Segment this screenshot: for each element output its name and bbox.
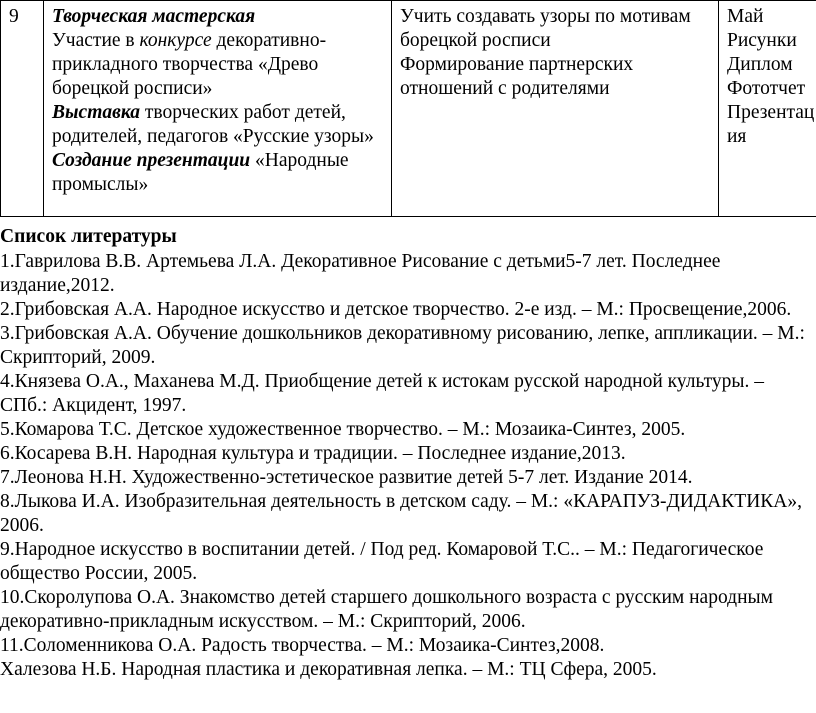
- reference-item: 9.Народное искусство в воспитании детей. / Под ред. Комаровой Т.С.. – М.: Педагогическое общество России, 2005.: [0, 539, 764, 584]
- event-presentation-text: «Народные промыслы»: [52, 150, 349, 195]
- reference-item: 2.Грибовская А.А. Народное искусство и детское творчество. 2-е изд. – М.: Просвещение,2006.: [0, 299, 792, 320]
- row-number: 9: [1, 1, 44, 217]
- event-presentation-label: Создание презентации: [52, 150, 251, 171]
- reference-item: 10.Скоролупова О.А. Знакомство детей старшего дошкольного возраста с русским народным декоративно-прикладным искусством. – М.: Скрипторий, 2006.: [0, 587, 773, 632]
- result-month: Май: [727, 6, 764, 27]
- event-exhibition: [52, 101, 385, 149]
- reference-item: 8.Лыкова И.А. Изобразительная деятельность в детском саду. – М.: «КАРАПУЗ-ДИДАКТИКА», 2006.: [0, 491, 802, 536]
- event-contest-text: Участие в: [52, 30, 140, 51]
- event-presentation: [52, 149, 385, 197]
- result-item: Презентац: [727, 102, 815, 123]
- event-exhibition-text: творческих работ детей, родителей, педагогов «Русские узоры»: [52, 102, 374, 147]
- reference-item: 7.Леонова Н.Н. Художественно-эстетическое развитие детей 5-7 лет. Издание 2014.: [0, 467, 693, 488]
- reference-item: 6.Косарева В.Н. Народная культура и традиции. – Последнее издание,2013.: [0, 443, 626, 464]
- event-exhibition-label: Выставка: [52, 102, 140, 123]
- table-row: [1, 1, 816, 217]
- reference-item: 11.Соломенникова О.А. Радость творчества. – М.: Мозаика-Синтез,2008.: [0, 635, 605, 656]
- result-item: Фототчет: [727, 78, 806, 99]
- goal-line-1: Учить создавать узоры по мотивам борецкой росписи: [400, 6, 691, 51]
- result-item: Диплом: [727, 54, 793, 75]
- event-contest: [52, 29, 385, 101]
- event-cell: [44, 1, 392, 217]
- reference-item: Халезова Н.Б. Народная пластика и декоративная лепка. – М.: ТЦ Сфера, 2005.: [0, 659, 657, 680]
- goal-line-2: Формирование партнерских отношений с родителями: [400, 54, 634, 99]
- reference-item: 3.Грибовская А.А. Обучение дошкольников декоративному рисованию, лепке, аппликации. – М.: Скрипторий, 2009.: [0, 323, 805, 368]
- event-contest-word: конкурсе: [139, 30, 212, 51]
- reference-item: 1.Гаврилова В.В. Артемьева Л.А. Декоративное Рисование с детьми5-7 лет. Последнее издание,2012.: [0, 251, 721, 296]
- result-cell: [719, 1, 816, 217]
- reference-item: 5.Комарова Т.С. Детское художественное творчество. – М.: Мозаика-Синтез, 2005.: [0, 419, 686, 440]
- goal-cell: [392, 1, 719, 217]
- reference-item: 4.Князева О.А., Маханева М.Д. Приобщение детей к истокам русской народной культуры. – СПб.: Акцидент, 1997.: [0, 371, 764, 416]
- result-item: Рисунки: [727, 30, 797, 51]
- result-item: ия: [727, 126, 747, 147]
- references-title: Список литературы: [0, 226, 177, 247]
- activity-table: [0, 0, 816, 217]
- event-contest-title: декоративно-прикладного творчества «Древо борецкой росписи»: [52, 30, 327, 99]
- event-heading: Творческая мастерская: [52, 6, 256, 27]
- references-section: [0, 225, 816, 682]
